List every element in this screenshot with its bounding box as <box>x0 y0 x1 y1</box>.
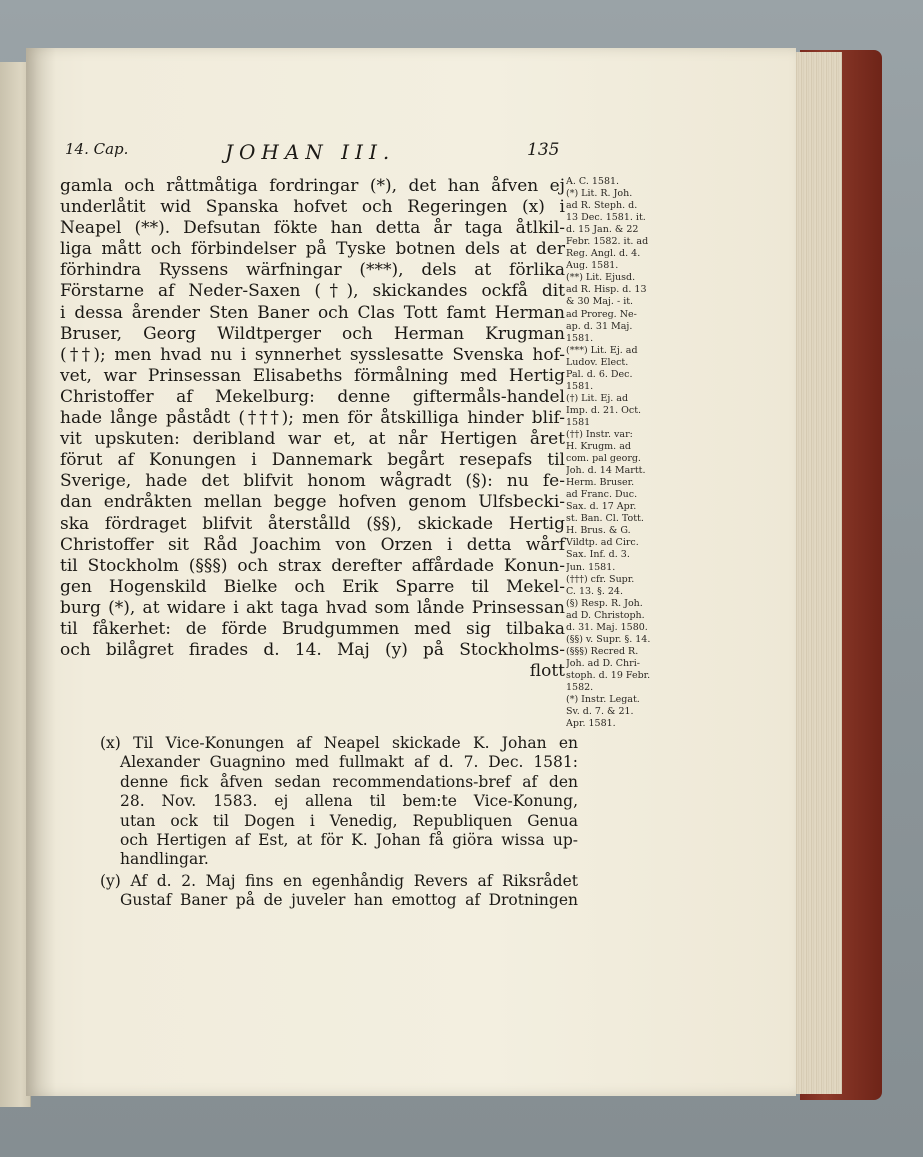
body-text-line: hade långe påstådt (†††); men för åtskilliga hinder blif- <box>60 408 565 429</box>
footnote-line: utan ock til Dogen i Venedig, Republiquen Genua <box>120 811 578 830</box>
margin-note-line: ad D. Christoph. <box>566 609 645 621</box>
margin-note-line: 13 Dec. 1581. it. <box>566 212 646 224</box>
footnote-line: (y) Af d. 2. Maj fins en egenhåndig Revers af Riksrådet <box>100 872 578 890</box>
body-text-line: liga mått och förbindelser på Tyske botnen dels at der <box>60 239 565 260</box>
running-title: JOHAN III. <box>225 140 396 164</box>
margin-note-line: (††) Instr. var: <box>566 428 633 440</box>
gutter-shadow <box>26 48 56 1096</box>
body-text-line: til fåkerhet: de förde Brudgummen med sig tilbaka <box>60 618 565 639</box>
margin-note-line: (§§§) Recred R. <box>566 645 639 657</box>
margin-note-line: H. Brus. & G. <box>566 525 631 537</box>
margin-note-line: (*) Instr. Legat. <box>566 694 640 706</box>
body-text-line: och bilågret firades d. 14. Maj (y) på Stockholms- <box>60 640 565 661</box>
margin-note-line: 1582. <box>566 681 594 693</box>
margin-note-line: ad R. Steph. d. <box>566 200 638 212</box>
margin-note-line: Herm. Bruser. <box>566 477 635 489</box>
margin-note-line: (§§) v. Supr. §. 14. <box>566 633 651 645</box>
margin-notes <box>566 176 684 730</box>
margin-note-line: (**) Lit. Ejusd. <box>566 272 636 284</box>
footnote-line: handlingar. <box>120 850 209 869</box>
margin-note-line: C. 13. §. 24. <box>566 585 623 597</box>
body-text-line: gamla och råttmåtiga fordringar (*), det han åfven ej <box>60 176 565 196</box>
margin-note-line: ap. d. 31 Maj. <box>566 320 633 332</box>
body-text-line: til Stockholm (§§§) och strax derefter affårdade Konun- <box>60 555 565 576</box>
body-text-line: (††); men hvad nu i synnerhet sysslesatte Svenska hof- <box>60 344 565 365</box>
body-text-line: Bruser, Georg Wildtperger och Herman Krugman <box>60 323 565 344</box>
margin-note-line: (†) Lit. Ej. ad <box>566 392 629 404</box>
margin-note-line: Joh. ad D. Chri- <box>566 657 640 669</box>
footnote-y <box>100 872 578 911</box>
margin-note-line: H. Krugm. ad <box>566 441 631 453</box>
margin-note-line: Febr. 1582. it. ad <box>566 236 649 248</box>
body-text-line: gen Hogenskild Bielke och Erik Sparre til Mekel- <box>60 576 565 597</box>
margin-note-line: (*) Lit. R. Joh. <box>566 188 633 200</box>
margin-note-line: (§) Resp. R. Joh. <box>566 597 643 609</box>
body-text-line: vit upskuten: deribland war et, at når Hertigen året <box>60 429 565 450</box>
margin-note-line: Sv. d. 7. & 21. <box>566 706 634 718</box>
margin-note-line: (†††) cfr. Supr. <box>566 573 635 585</box>
body-text-line: förhindra Ryssens wärfningar (***), dels at förlika <box>60 260 565 281</box>
margin-note-line: Sax. d. 17 Apr. <box>566 501 637 513</box>
margin-note-line: Sax. Inf. d. 3. <box>566 549 630 561</box>
body-text-line: burg (*), at widare i akt taga hvad som lånde Prinsessan <box>60 597 565 618</box>
footnote-line: (x) Til Vice-Konungen af Neapel skickade K. Johan en <box>100 734 578 752</box>
margin-note-line: Apr. 1581. <box>566 718 616 730</box>
margin-note-line: & 30 Maj. - it. <box>566 296 634 308</box>
footnote-line: och Hertigen af Est, at för K. Johan få giöra wissa up- <box>120 830 578 849</box>
body-text-line: vet, war Prinsessan Elisabeths förmålning med Hertig <box>60 365 565 386</box>
body-text-line: Förstarne af Neder-Saxen (†), skickandes ockfå dit <box>60 281 565 302</box>
body-text-line: Neapel (**). Defsutan fökte han detta år taga åtlkil- <box>60 218 565 239</box>
margin-note-line: Aug. 1581. <box>566 260 619 272</box>
body-text-line: Sverige, hade det blifvit honom wågradt (§): nu fe- <box>60 471 565 492</box>
margin-note-line: A. C. 1581. <box>566 176 620 187</box>
footnote-line: denne fick åfven sedan recommendations-bref af den <box>120 772 578 791</box>
main-text-block <box>60 176 565 682</box>
margin-note-line: 1581. <box>566 380 594 392</box>
body-text-line: Christoffer af Mekelburg: denne giftermåls-handel <box>60 386 565 407</box>
chapter-heading: 14. Cap. <box>65 140 129 158</box>
body-text-line: förut af Konungen i Dannemark begårt resepafs til <box>60 450 565 471</box>
margin-note-line: Imp. d. 21. Oct. <box>566 404 642 416</box>
body-text-line: dan endråkten mellan begge hofven genom Ulfsbecki- <box>60 492 565 513</box>
body-text-line: flott <box>529 661 565 682</box>
margin-note-line: Reg. Angl. d. 4. <box>566 248 641 260</box>
margin-note-line: com. pal georg. <box>566 453 641 465</box>
body-text-line: Christoffer sit Råd Joachim von Orzen i detta wårf <box>60 534 565 555</box>
margin-note-line: stoph. d. 19 Febr. <box>566 669 651 681</box>
footnote-line: Alexander Guagnino med fullmakt af d. 7. Dec. 1581: <box>120 753 578 772</box>
margin-note-line: d. 15 Jan. & 22 <box>566 224 639 236</box>
margin-note-line: Pal. d. 6. Dec. <box>566 368 633 380</box>
margin-note-line: ad R. Hisp. d. 13 <box>566 284 647 296</box>
margin-note-line: (***) Lit. Ej. ad <box>566 344 638 356</box>
margin-note-line: st. Ban. Cl. Tott. <box>566 513 644 525</box>
margin-note-line: Ludov. Elect. <box>566 356 629 368</box>
footnote-x <box>100 734 578 870</box>
margin-note-line: 1581 <box>566 416 591 428</box>
body-text-line: ska fördraget blifvit återstålld (§§), skickade Hertig <box>60 513 565 534</box>
footnote-line: 28. Nov. 1583. ej allena til bem:te Vice-Konung, <box>120 792 578 811</box>
margin-note-line: ad Proreg. Ne- <box>566 308 637 320</box>
body-text-line: underlåtit wid Spanska hofvet och Regeringen (x) i <box>60 197 565 218</box>
margin-note-line: 1581. <box>566 332 594 344</box>
page-number: 135 <box>527 140 560 160</box>
margin-note-line: Joh. d. 14 Martt. <box>566 465 646 477</box>
body-text-line: i dessa årender Sten Baner och Clas Tott famt Herman <box>60 302 565 323</box>
page-stack-edges <box>792 52 842 1094</box>
footnote-line: Gustaf Baner på de juveler han emottog af Drotningen <box>120 891 578 910</box>
margin-note-line: d. 31. Maj. 1580. <box>566 621 648 633</box>
margin-note-line: Jun. 1581. <box>566 561 616 573</box>
margin-note-line: Vildtp. ad Circ. <box>566 537 639 549</box>
margin-note-line: ad Franc. Duc. <box>566 489 638 501</box>
